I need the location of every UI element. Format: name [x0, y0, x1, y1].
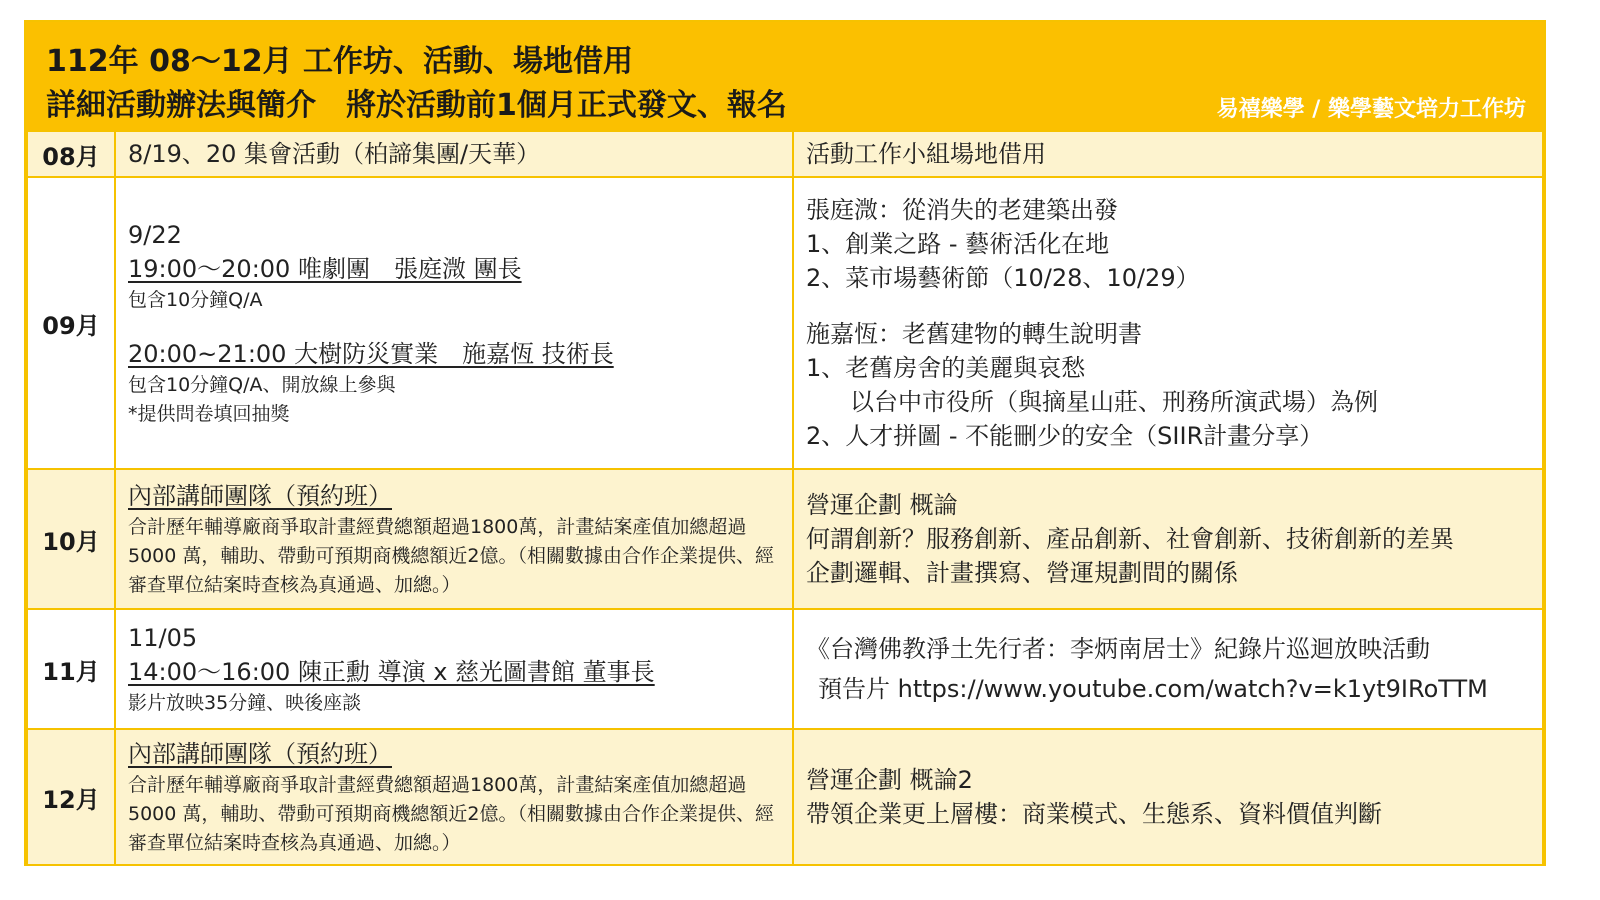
topic-line: 張庭溦：從消失的老建築出發 — [806, 196, 1118, 224]
event-description: 合計歷年輔導廠商爭取計畫經費總額超過1800萬，計畫結案產值加總超過5000 萬，輔助、帶動可預期商機總額近2億。（相關數據由合作企業提供、經審查單位結案時查核為真通過、加總。） — [128, 515, 774, 596]
topic-line: 營運企劃 概論2 — [806, 766, 973, 794]
topic-line: 帶領企業更上層樓：商業模式、生態系、資料價值判斷 — [806, 800, 1382, 828]
session-note: 包含10分鐘Q/A、開放線上參與 — [128, 373, 396, 396]
topic-line: 1、創業之路 - 藝術活化在地 — [806, 230, 1110, 258]
session-note: *提供問卷填回抽獎 — [128, 402, 290, 425]
document-header — [26, 22, 1544, 130]
month-label: 10月 — [27, 469, 115, 609]
event-date: 9/22 — [128, 220, 182, 249]
month-label: 11月 — [27, 609, 115, 729]
session-note: 包含10分鐘Q/A — [128, 288, 263, 311]
topic-line: 以台中市役所（與摘星山莊、刑務所演武場）為例 — [850, 388, 1378, 416]
topic-cell — [793, 609, 1543, 729]
topic-line: 《台灣佛教淨土先行者：李炳南居士》紀錄片巡迴放映活動 — [806, 635, 1430, 663]
event-cell — [115, 131, 793, 177]
topic-line: 1、老舊房舍的美麗與哀愁 — [806, 354, 1086, 382]
event-cell — [115, 469, 793, 609]
event-cell — [115, 177, 793, 469]
topic-line: 何謂創新？服務創新、產品創新、社會創新、技術創新的差異 — [806, 525, 1454, 553]
event-date: 11/05 — [128, 623, 198, 652]
topic-line: 活動工作小組場地借用 — [806, 140, 1046, 168]
header-title-line2: 詳細活動辦法與簡介 將於活動前1個月正式發文、報名 — [46, 88, 787, 123]
topic-cell — [793, 729, 1543, 865]
session-title: 14:00～16:00 陳正勳 導演 x 慈光圖書館 董事長 — [128, 657, 655, 686]
topic-line: 施嘉恆：老舊建物的轉生說明書 — [806, 320, 1142, 348]
month-label: 12月 — [27, 729, 115, 865]
topic-cell — [793, 177, 1543, 469]
row-august — [27, 131, 1543, 177]
row-september — [27, 177, 1543, 469]
event-description: 合計歷年輔導廠商爭取計畫經費總額超過1800萬，計畫結案產值加總超過5000 萬，輔助、帶動可預期商機總額近2億。（相關數據由合作企業提供、經審查單位結案時查核為真通過、加總。） — [128, 773, 774, 854]
topic-line: 2、人才拼圖 - 不能刪少的安全（SIIR計畫分享） — [806, 422, 1324, 450]
row-december — [27, 729, 1543, 865]
schedule-table — [26, 130, 1544, 866]
event-cell — [115, 729, 793, 865]
topic-cell — [793, 469, 1543, 609]
topic-line: 2、菜市場藝術節（10/28、10/29） — [806, 264, 1200, 292]
session-note: 影片放映35分鐘、映後座談 — [128, 691, 362, 714]
event-title: 內部講師團隊（預約班） — [128, 481, 392, 510]
organization-name: 易禧樂學 / 樂學藝文培力工作坊 — [1216, 97, 1526, 122]
session-title: 20:00~21:00 大樹防災實業 施嘉恆 技術長 — [128, 339, 614, 368]
event-title: 8/19、20 集會活動（柏諦集團/天華） — [128, 140, 541, 168]
event-cell — [115, 609, 793, 729]
header-title-line1: 112年 08～12月 工作坊、活動、場地借用 — [46, 44, 634, 79]
event-title: 內部講師團隊（預約班） — [128, 739, 392, 768]
topic-cell — [793, 131, 1543, 177]
trailer-link[interactable]: 預告片 https://www.youtube.com/watch?v=k1yt9IRoTTM — [818, 675, 1488, 703]
row-october — [27, 469, 1543, 609]
month-label: 08月 — [27, 131, 115, 177]
row-november — [27, 609, 1543, 729]
topic-line: 企劃邏輯、計畫撰寫、營運規劃間的關係 — [806, 559, 1238, 587]
session-title: 19:00～20:00 唯劇團 張庭溦 團長 — [128, 254, 522, 283]
schedule-document — [24, 20, 1546, 866]
topic-line: 營運企劃 概論 — [806, 491, 958, 519]
month-label: 09月 — [27, 177, 115, 469]
